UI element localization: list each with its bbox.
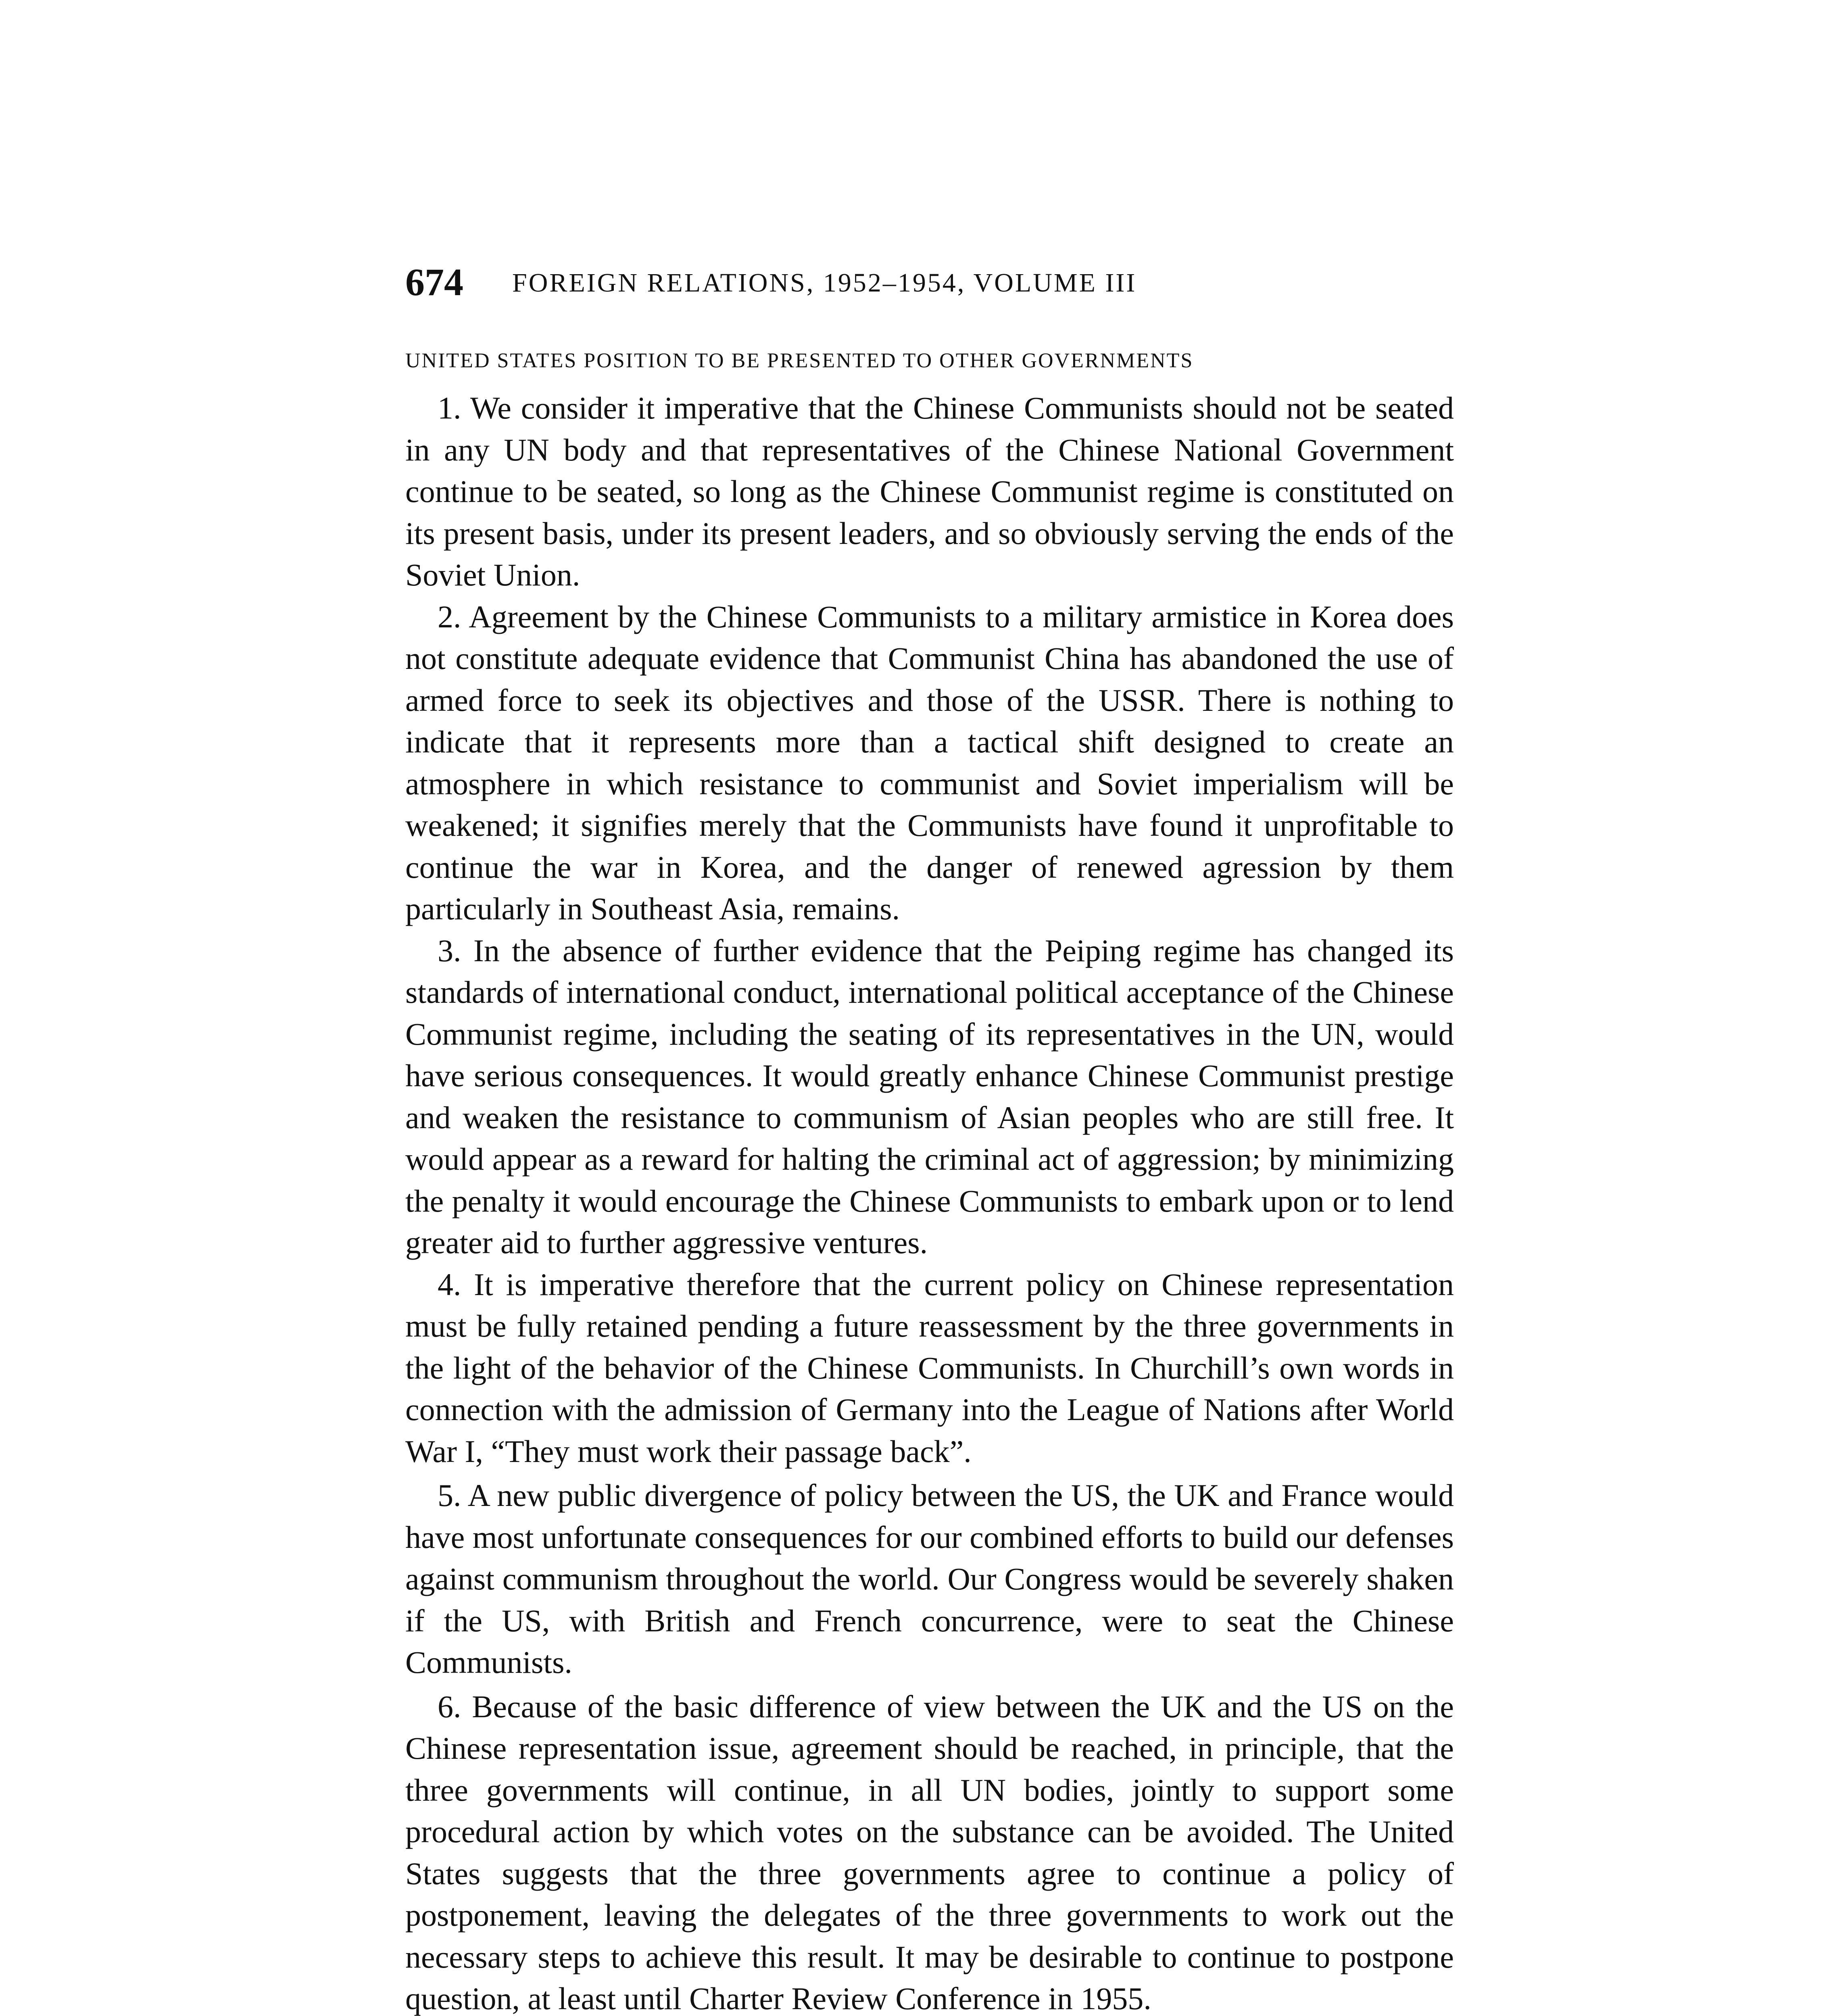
paragraph-6: 6. Because of the basic difference of view between the UK and the US on the Chinese representation issue, agreement should be reached, in principle, that the three governments will continue, in all UN bodies, jointly to support some procedural action by which votes on the substance can be avoided. The United States suggests that the three governments agree to continue a policy of postponement, leaving the delegates of the three governments to work out the necessary steps to achieve this result. It may be desirable to continue to postpone question, at least until Charter Review Conference in 1955. [405,1689,1454,2016]
running-header [405,258,1454,306]
section-heading: UNITED STATES POSITION TO BE PRESENTED TO OTHER GOVERNMENTS [405,349,1194,372]
paragraph-1: 1. We consider it imperative that the Chinese Communists should not be seated in any UN body and that representatives of the Chinese National Government continue to be seated, so long as the Chinese Communist regime is constituted on its present basis, under its present leaders, and so obviously serving the ends of the Soviet Union. [405,390,1454,592]
paragraph-5: 5. A new public divergence of policy between the US, the UK and France would have most unfortunate consequences for our combined efforts to build our defenses against communism throughout the world. Our Congress would be severely shaken if the US, with British and French concurrence, were to seat the Chinese Communists. [405,1478,1454,1680]
paragraph-2: 2. Agreement by the Chinese Communists to a military armistice in Korea does not constitute adequate evidence that Communist China has abandoned the use of armed force to seek its objectives and those of the USSR. There is nothing to indicate that it represents more than a tactical shift designed to create an atmosphere in which resistance to communist and Soviet imperialism will be weakened; it signifies merely that the Communists have found it unprofitable to continue the war in Korea, and the danger of renewed agression by them particularly in Southeast Asia, remains. [405,599,1454,926]
body-text [405,387,1454,2016]
page-number: 674 [405,260,463,304]
paragraph-3: 3. In the absence of further evidence that the Peiping regime has changed its standards of international conduct, international political acceptance of the Chinese Communist regime, including the seating of its representatives in the UN, would have serious consequences. It would greatly enhance Chinese Communist prestige and weaken the resistance to communism of Asian peoples who are still free. It would appear as a reward for halting the criminal act of aggression; by minimizing the penalty it would encourage the Chinese Communists to embark upon or to lend greater aid to further aggressive ventures. [405,933,1454,1260]
paragraph-4: 4. It is imperative therefore that the current policy on Chinese representation must be fully retained pending a future reassessment by the three governments in the light of the behavior of the Chinese Communists. In Churchill’s own words in connection with the admission of Germany into the League of Nations after World War I, “They must work their passage back”. [405,1266,1454,1469]
running-title: FOREIGN RELATIONS, 1952–1954, VOLUME III [512,268,1137,298]
